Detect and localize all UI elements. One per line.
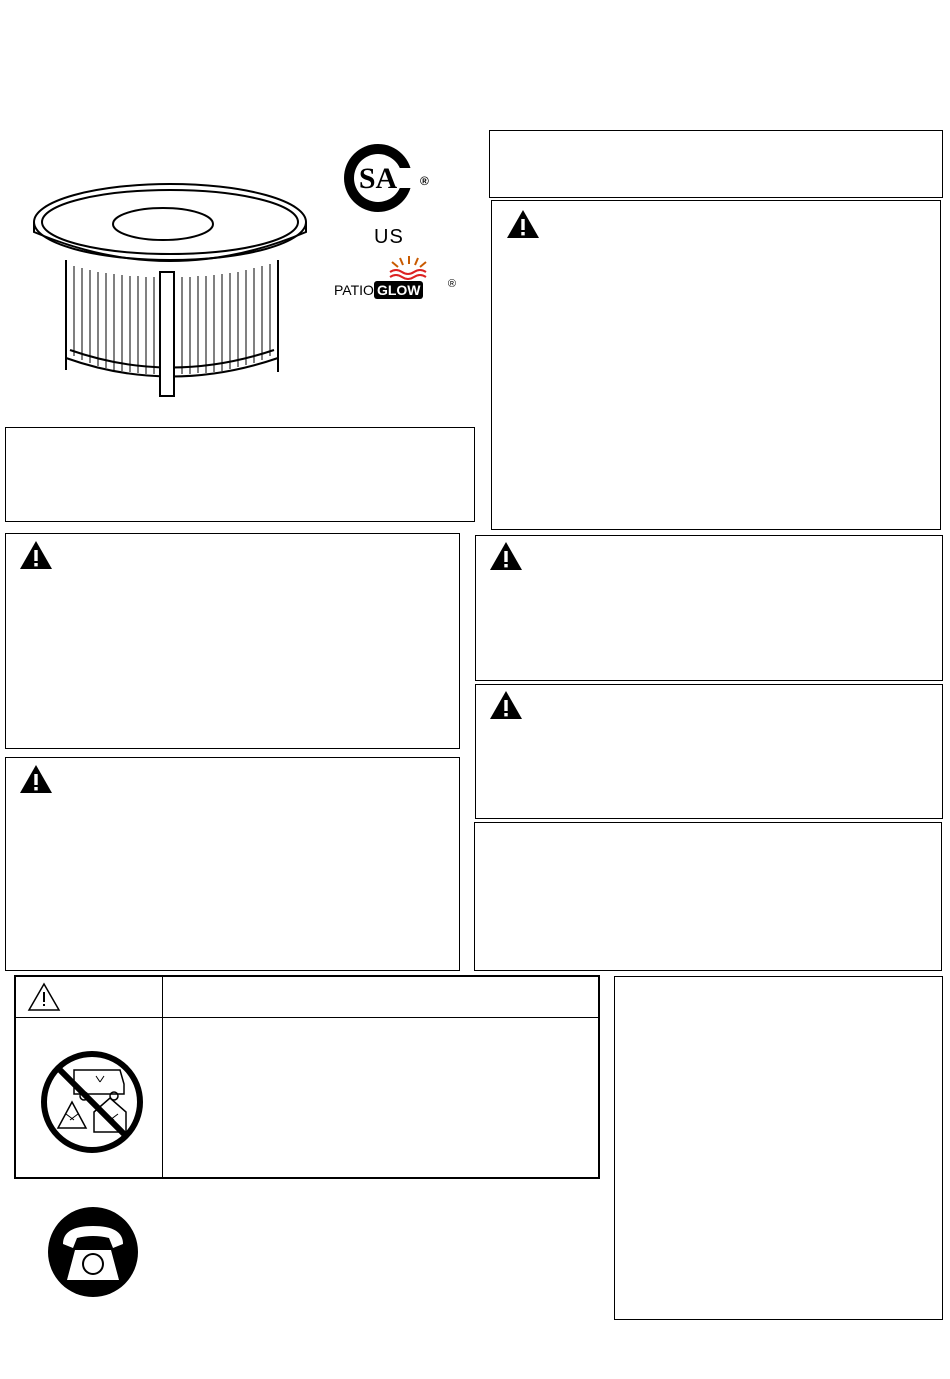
- csa-certification-logo: [340, 138, 440, 248]
- glow-label: GLOW: [374, 281, 424, 299]
- warning-triangle-icon: [19, 540, 53, 570]
- product-info-box: [5, 427, 475, 522]
- warning-box-right-1: [475, 535, 943, 681]
- fire-table-illustration: [30, 180, 316, 402]
- notice-box-right: [474, 822, 942, 971]
- warning-triangle-outline-icon: [27, 982, 61, 1012]
- warning-triangle-icon: [19, 764, 53, 794]
- flame-rays-icon: [384, 254, 434, 280]
- svg-text:SA: SA: [358, 162, 398, 195]
- warning-box-right-large: [491, 200, 941, 530]
- bottom-right-info-box: [614, 976, 943, 1320]
- telephone-icon: [47, 1206, 139, 1298]
- patio-label: PATIO: [334, 282, 374, 298]
- patioglow-logo: [332, 252, 458, 308]
- warning-box-left-1: [5, 533, 460, 749]
- top-right-header-box: [489, 130, 943, 198]
- patio-registered-mark: ®: [447, 278, 456, 290]
- patioglow-wordmark: [334, 282, 423, 298]
- warning-box-left-2: [5, 757, 460, 971]
- warning-triangle-icon: [489, 690, 523, 720]
- no-indoor-use-icon: [40, 1050, 144, 1154]
- csa-region-label: US: [374, 226, 404, 248]
- warning-triangle-icon: [506, 209, 540, 239]
- warning-box-right-2: [475, 684, 943, 819]
- csa-registered-mark: ®: [420, 174, 429, 188]
- warning-triangle-icon: [489, 541, 523, 571]
